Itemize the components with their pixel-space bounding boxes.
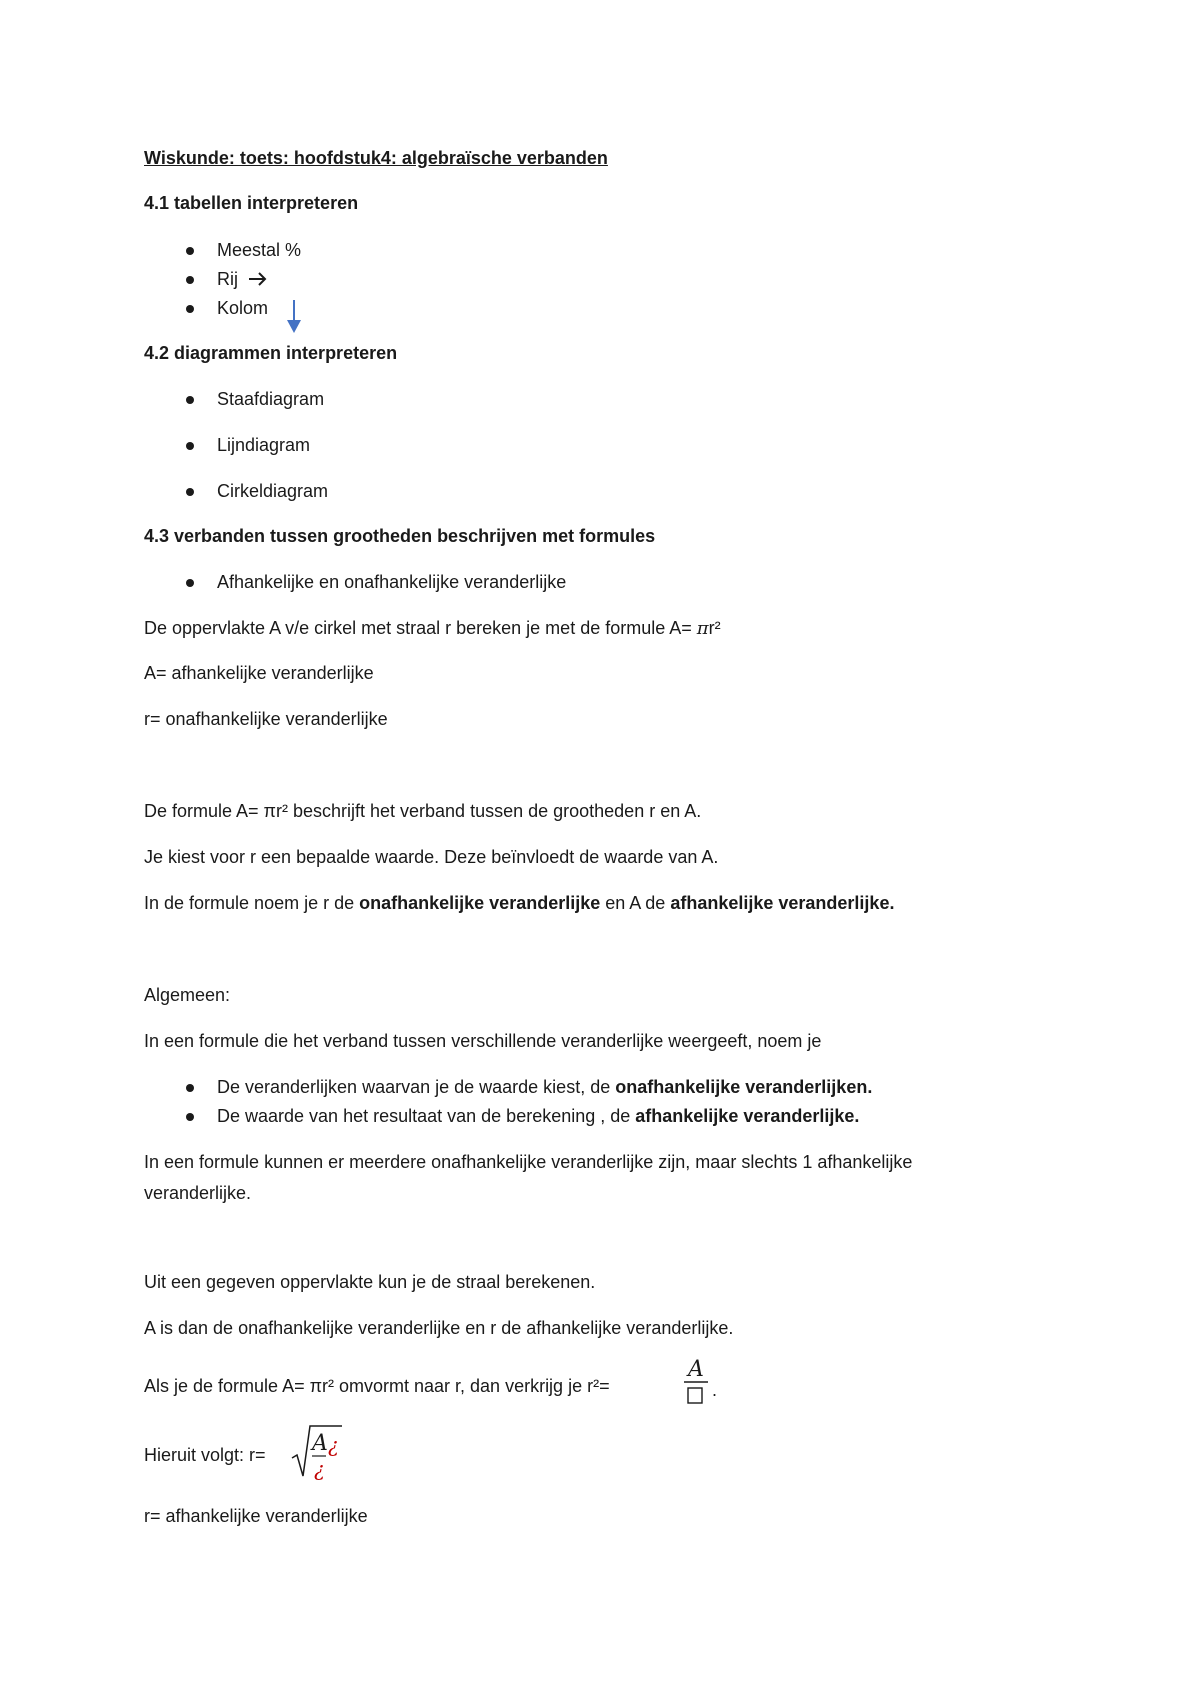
list-item-label: Rij bbox=[217, 269, 238, 289]
paragraph: r= onafhankelijke veranderlijke bbox=[144, 709, 388, 729]
paragraph: Als je de formule A= πr² omvormt naar r, dan verkrijg je r²= bbox=[144, 1376, 610, 1396]
paragraph: r= afhankelijke veranderlijke bbox=[144, 1506, 368, 1526]
bullet bbox=[186, 396, 194, 404]
list-item: Afhankelijke en onafhankelijke veranderlijke bbox=[217, 572, 567, 592]
paragraph: In een formule die het verband tussen verschillende veranderlijke weergeeft, noem je bbox=[144, 1031, 822, 1051]
sqrt-numerator: A bbox=[312, 1431, 328, 1456]
section-4-3-heading: 4.3 verbanden tussen grootheden beschrijven met formules bbox=[144, 526, 656, 546]
list-item: Meestal % bbox=[217, 240, 302, 260]
list-item: De waarde van het resultaat van de berekening , de afhankelijke veranderlijke. bbox=[217, 1106, 860, 1126]
bullet bbox=[186, 247, 194, 255]
paragraph: In een formule kunnen er meerdere onafhankelijke veranderlijke zijn, maar slechts 1 afhankelijke bbox=[144, 1152, 913, 1172]
bullet bbox=[186, 579, 194, 587]
paragraph: De oppervlakte A v/e cirkel met straal r bereken je met de formule A= πr² bbox=[144, 618, 721, 639]
paragraph: A is dan de onafhankelijke veranderlijke en r de afhankelijke veranderlijke. bbox=[144, 1318, 734, 1338]
paragraph: A= afhankelijke veranderlijke bbox=[144, 663, 374, 683]
list-item: Cirkeldiagram bbox=[217, 481, 329, 501]
list-item: Lijndiagram bbox=[217, 435, 311, 455]
bullet bbox=[186, 442, 194, 450]
bullet bbox=[186, 1113, 194, 1121]
list-item: De veranderlijken waarvan je de waarde kiest, de onafhankelijke veranderlijken. bbox=[217, 1077, 873, 1097]
paragraph: Uit een gegeven oppervlakte kun je de straal berekenen. bbox=[144, 1272, 596, 1292]
paragraph: veranderlijke. bbox=[144, 1183, 252, 1203]
square-root-formula bbox=[290, 1422, 346, 1487]
placeholder-glyph: ¿ bbox=[328, 1433, 339, 1457]
bullet bbox=[186, 1084, 194, 1092]
fraction-formula bbox=[682, 1356, 722, 1413]
bullet bbox=[186, 305, 194, 313]
bullet bbox=[186, 488, 194, 496]
bullet bbox=[186, 276, 194, 284]
paragraph: In de formule noem je r de onafhankelijke veranderlijke en A de afhankelijke veranderlijke. bbox=[144, 893, 895, 913]
arrow-right-icon bbox=[248, 268, 268, 292]
document-title: Wiskunde: toets: hoofdstuk4: algebraïsche verbanden bbox=[144, 148, 608, 168]
placeholder-glyph: ¿ bbox=[314, 1457, 325, 1481]
list-item bbox=[217, 267, 268, 292]
fraction-numerator: A bbox=[688, 1357, 704, 1382]
list-item: Staafdiagram bbox=[217, 389, 325, 409]
section-4-1-heading: 4.1 tabellen interpreteren bbox=[144, 193, 359, 213]
paragraph: Hieruit volgt: r= bbox=[144, 1445, 266, 1465]
formula-period: . bbox=[712, 1380, 718, 1400]
arrow-down-icon bbox=[284, 300, 304, 339]
paragraph: Algemeen: bbox=[144, 985, 231, 1005]
paragraph: De formule A= πr² beschrijft het verband tussen de grootheden r en A. bbox=[144, 801, 702, 821]
section-4-2-heading: 4.2 diagrammen interpreteren bbox=[144, 343, 398, 363]
paragraph: Je kiest voor r een bepaalde waarde. Deze beïnvloedt de waarde van A. bbox=[144, 847, 719, 867]
list-item: Kolom bbox=[217, 298, 269, 318]
